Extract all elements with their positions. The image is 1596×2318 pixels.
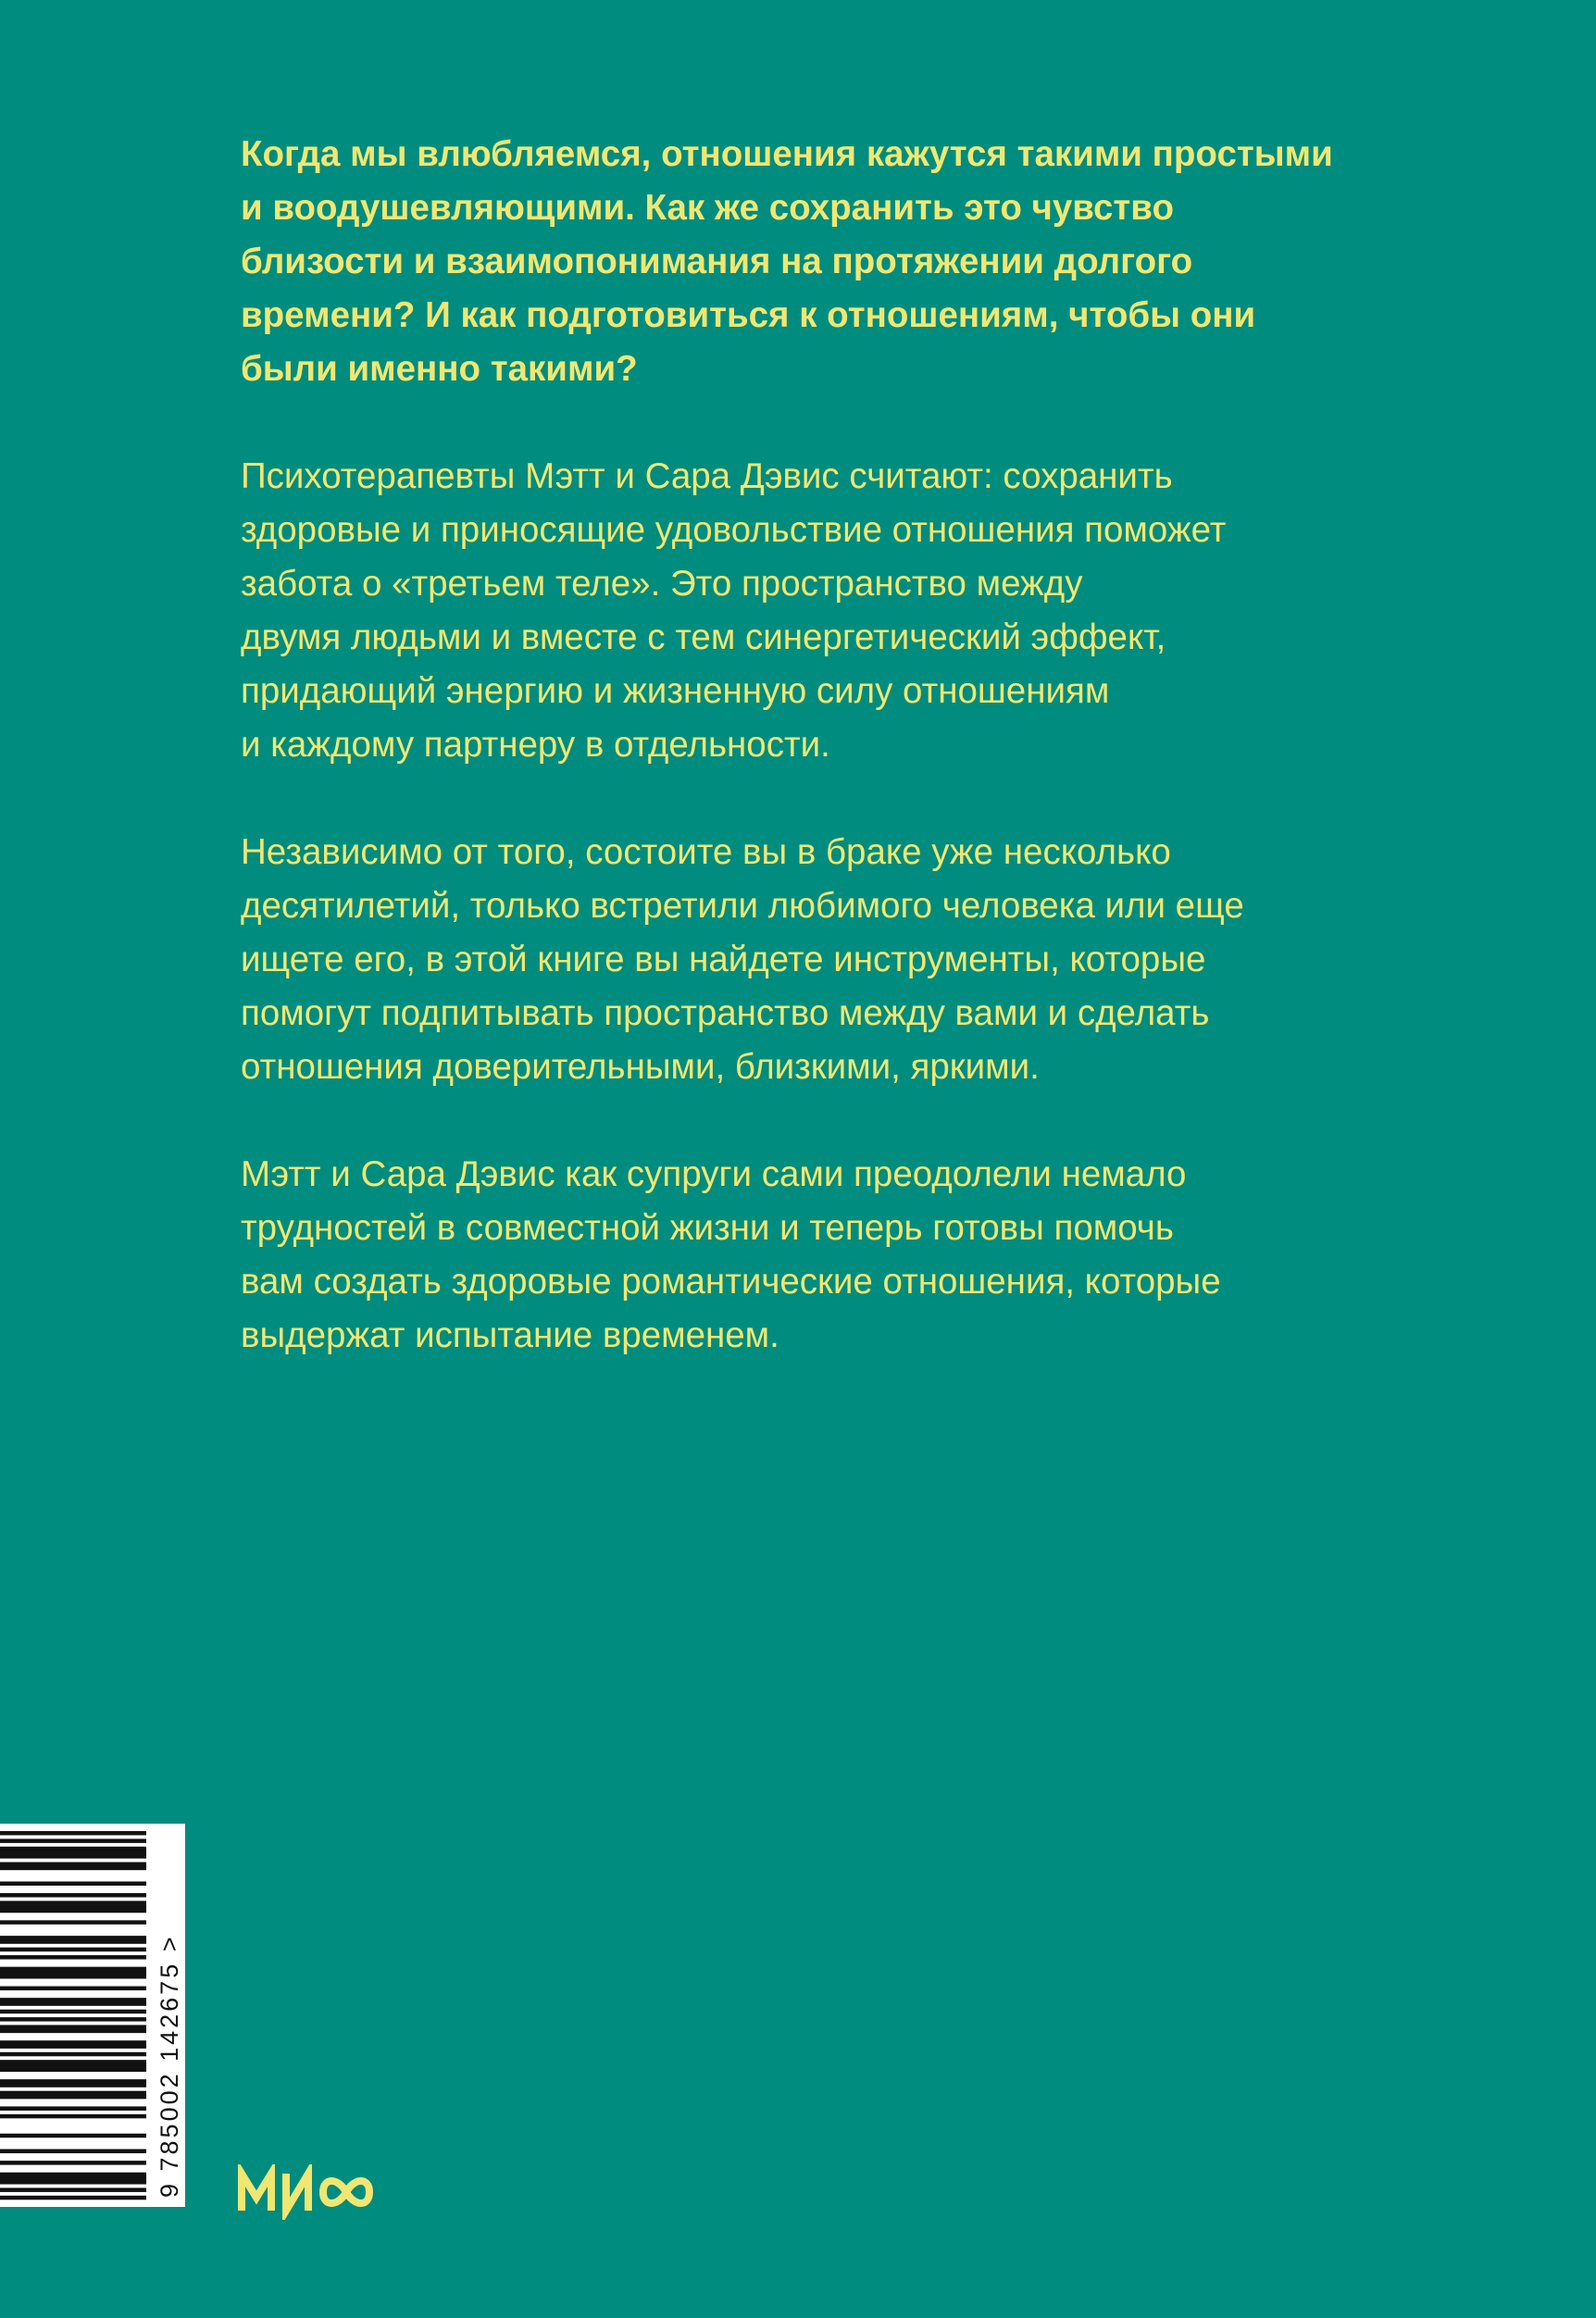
barcode-bar [0, 1975, 146, 1978]
barcode-bar [0, 1901, 146, 1904]
barcode-bar [0, 2187, 146, 2191]
text-line: двумя людьми и вместе с тем синергетический эффект, [241, 617, 1166, 657]
lead-paragraph [241, 128, 1398, 396]
text-line: трудностей в совместной жизни и теперь готовы помочь [241, 1208, 1174, 1248]
text-line: ищете его, в этой книге вы найдете инструменты, которые [241, 940, 1206, 979]
barcode-bar [0, 2044, 146, 2048]
isbn-barcode [0, 1824, 185, 2207]
barcode-bar [0, 2091, 146, 2095]
text-line: отношения доверительными, близкими, яркими. [241, 1047, 1040, 1087]
text-line: здоровые и приносящие удовольствие отношения поможет [241, 510, 1227, 550]
barcode-bar [0, 2176, 146, 2180]
text-line: десятилетий, только встретили любимого человека или еще [241, 886, 1244, 926]
barcode-graphic [0, 1824, 185, 2207]
barcode-bar [0, 1948, 146, 1951]
barcode-bar [0, 2114, 146, 2118]
text-line: помогут подпитывать пространство между вами и сделать [241, 993, 1210, 1033]
text-line: времени? И как подготовиться к отношениям, чтобы они [241, 295, 1256, 335]
barcode-bar [0, 1939, 146, 1943]
barcode-bar [0, 2150, 146, 2153]
barcode-bar [0, 2025, 146, 2028]
barcode-bar [0, 2083, 146, 2087]
barcode-bar [0, 2063, 146, 2067]
barcode-bar [0, 1893, 146, 1897]
barcode-bar [0, 2106, 146, 2110]
barcode-bar [0, 2161, 146, 2164]
barcode-bar [0, 2095, 146, 2099]
text-line: придающий энергию и жизненную силу отношениям [241, 671, 1110, 711]
paragraph-2 [241, 450, 1398, 772]
publisher-logo [238, 2164, 386, 2225]
barcode-bar [0, 1863, 146, 1866]
text-line: и каждому партнеру в отдельности. [241, 725, 830, 765]
barcode-bar [0, 2060, 146, 2063]
barcode-bar [0, 2001, 146, 2005]
text-line: Мэтт и Сара Дэвис как супруги сами преодолели немало [241, 1154, 1187, 1194]
text-line: Психотерапевты Мэтт и Сара Дэвис считают: сохранить [241, 456, 1173, 496]
barcode-bar [0, 2134, 146, 2137]
paragraph-4 [241, 1148, 1398, 1363]
barcode-bar [0, 2029, 146, 2033]
barcode-bar [0, 1831, 146, 1835]
barcode-bar [0, 1955, 146, 1959]
cover-text-block [241, 128, 1398, 1416]
barcode-bar [0, 2079, 146, 2083]
barcode-bar [0, 1936, 146, 1939]
barcode-bar [0, 1971, 146, 1975]
barcode-bar [0, 1987, 146, 1990]
text-line: Когда мы влюбляемся, отношения кажутся такими простыми [241, 134, 1333, 174]
text-line: и воодушевляющими. Как же сохранить это чувство [241, 188, 1174, 228]
barcode-bar [0, 1854, 146, 1858]
text-line: вам создать здоровые романтические отношения, которые [241, 1262, 1221, 1302]
barcode-bar [0, 1847, 146, 1851]
barcode-bar [0, 2010, 146, 2013]
barcode-bar [0, 1998, 146, 2001]
text-line: Независимо от того, состоите вы в браке уже несколько [241, 832, 1171, 872]
text-line: были именно такими? [241, 349, 638, 389]
text-line: забота о «третьем теле». Это пространство между [241, 564, 1083, 604]
paragraph-3 [241, 826, 1398, 1094]
barcode-bar [0, 2068, 146, 2072]
barcode-bar [0, 1881, 146, 1885]
barcode-bar [0, 2017, 146, 2021]
barcode-bar [0, 1866, 146, 1870]
barcode-bar [0, 2040, 146, 2044]
text-line: выдержат испытание временем. [241, 1315, 779, 1355]
barcode-bar [0, 1967, 146, 1971]
barcode-number: 9 785002 142675 > [156, 1934, 183, 2198]
mif-logo-icon [238, 2164, 386, 2220]
barcode-bar [0, 1909, 146, 1913]
barcode-bar [0, 1838, 146, 1842]
barcode-bar [0, 2180, 146, 2184]
barcode-bar [0, 2196, 146, 2200]
barcode-bar [0, 2052, 146, 2056]
barcode-bar [0, 1905, 146, 1909]
barcode-bars [0, 1831, 146, 2200]
barcode-bar [0, 1851, 146, 1854]
barcode-bar [0, 2173, 146, 2176]
barcode-bar [0, 1920, 146, 1924]
text-line: близости и взаимопонимания на протяжении долгого [241, 242, 1193, 281]
